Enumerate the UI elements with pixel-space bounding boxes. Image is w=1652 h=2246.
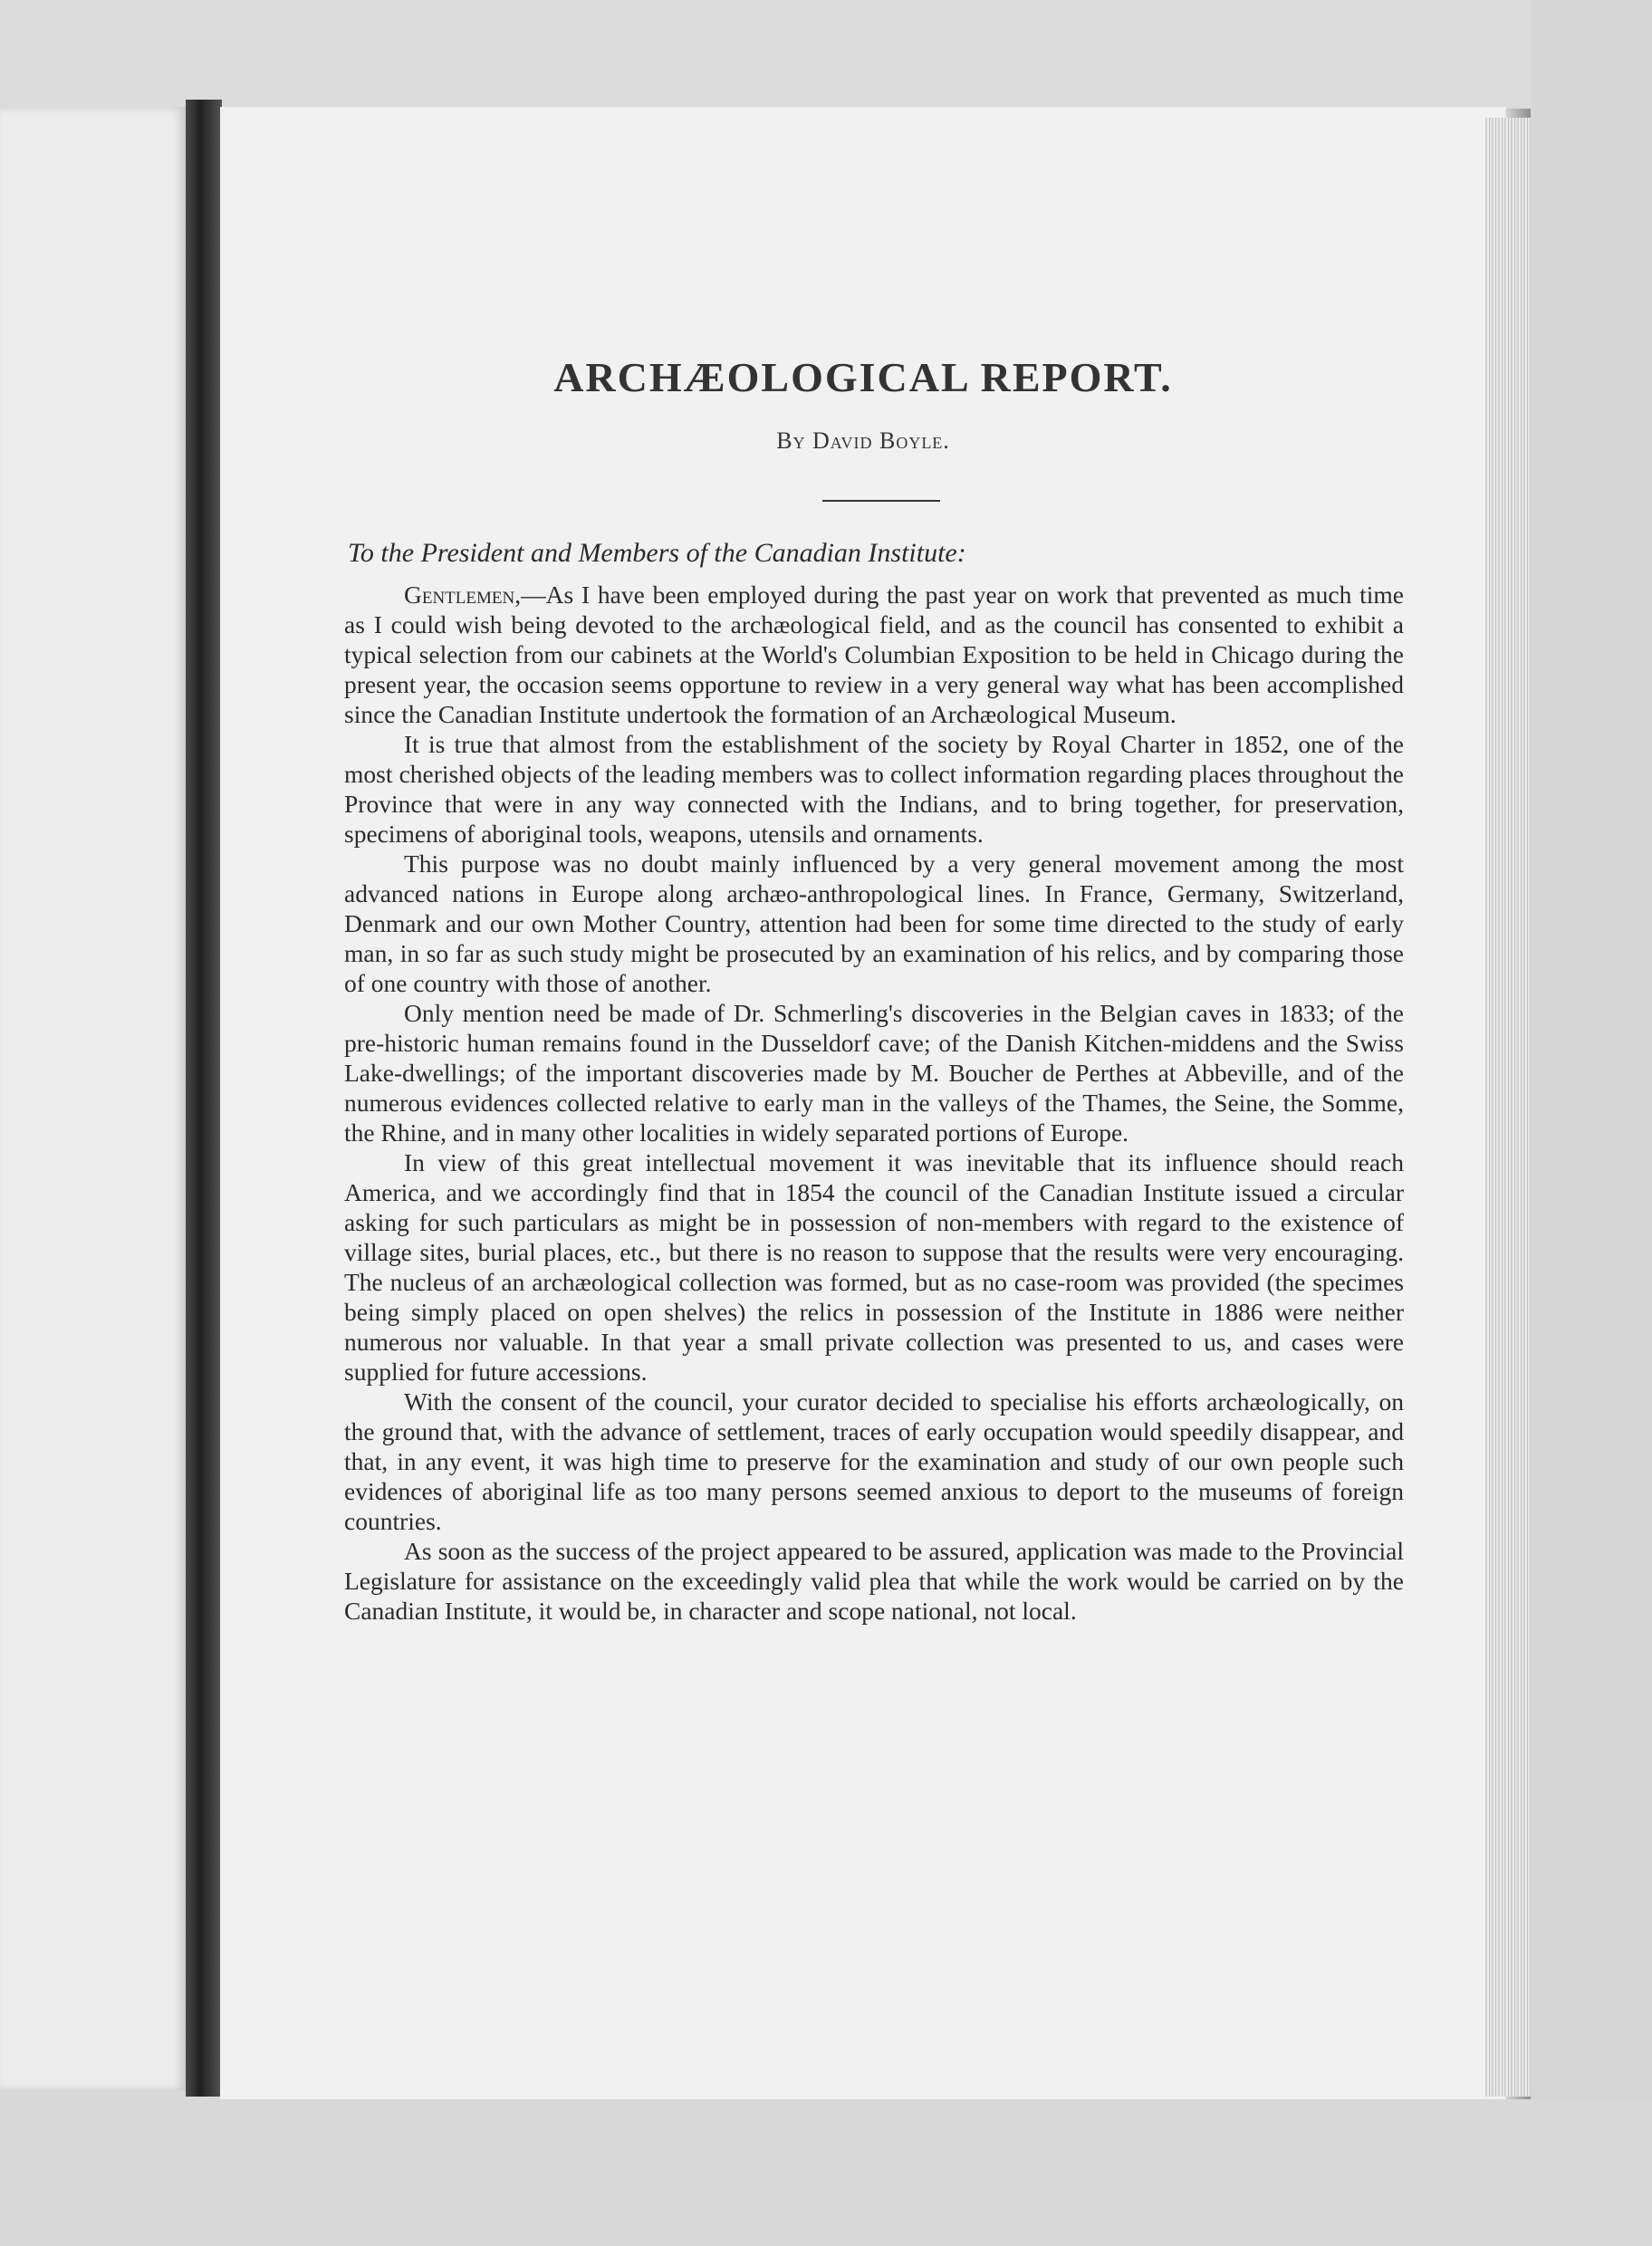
paragraph bbox=[344, 729, 1404, 849]
paragraph bbox=[344, 580, 1404, 729]
page-stack-edges bbox=[1485, 118, 1531, 2097]
paragraph-text: This purpose was no doubt mainly influenced by a very general movement among the most advanced nations in Europe along archæo-anthropological lines. In France, Germany, Switzerland, Denmark and our own Mother Country, attention had been for some time directed to the study of early man, in so far as such study might be prosecuted by an examination of his relics, and by comparing those of one country with those of another. bbox=[344, 849, 1404, 997]
paragraph bbox=[344, 1147, 1404, 1387]
left-page-edge bbox=[0, 107, 186, 2090]
paragraph-text: Only mention need be made of Dr. Schmerling's discoveries in the Belgian caves in 1833; of the pre-historic human remains found in the Dusseldorf cave; of the Danish Kitchen-middens and the Swiss Lake-dwellings; of the important discoveries made by M. Boucher de Perthes at Abbeville, and of the numerous evidences collected relative to early man in the valleys of the Thames, the Seine, the Somme, the Rhine, and in many other localities in widely separated portions of Europe. bbox=[344, 999, 1404, 1147]
report-title: ARCHÆOLOGICAL REPORT. bbox=[553, 354, 1173, 400]
paragraph-text: With the consent of the council, your curator decided to specialise his efforts archæologically, on the ground that, with the advance of settlement, traces of early occupation would speedily disappear, and that, in any event, it was high time to preserve for the examination and study of our own people such evidences of aboriginal life as too many persons seemed anxious to deport to the museums of foreign countries. bbox=[344, 1387, 1404, 1535]
scan-background-right bbox=[1531, 0, 1652, 2246]
paragraph-text: As soon as the success of the project appeared to be assured, application was made to the Provincial Legislature for assistance on the exceedingly valid plea that while the work would be carried on by the Canadian Institute, it would be, in character and scope national, not local. bbox=[344, 1537, 1404, 1625]
paragraph-text: —As I have been employed during the past year on work that prevented as much time as I could wish being devoted to the archæological field, and as the council has consented to exhibit a typical selection from our cabinets at the World's Columbian Exposition to be held in Chicago during the present year, the occasion seems opportune to review in a very general way what has been accomplished since the Canadian Institute undertook the formation of an Archæological Museum. bbox=[344, 581, 1404, 728]
paragraph-text: In view of this great intellectual movement it was inevitable that its influence should reach America, and we accordingly find that in 1854 the council of the Canadian Institute issued a circular asking for such particulars as might be in possession of non-members with regard to the existence of village sites, burial places, etc., but there is no reason to suppose that the results were very encouraging. The nucleus of an archæological collection was formed, but as no case-room was provided (the specimes being simply placed on open shelves) the relics in possession of the Institute in 1886 were neither numerous nor valuable. In that year a small private collection was presented to us, and cases were supplied for future accessions. bbox=[344, 1148, 1404, 1386]
paragraph-lead: Gentlemen, bbox=[404, 581, 522, 609]
report-byline: By David Boyle. bbox=[776, 427, 950, 454]
paragraph bbox=[344, 1536, 1404, 1626]
scan-background bbox=[0, 0, 1652, 107]
paragraph-text: It is true that almost from the establishment of the society by Royal Charter in 1852, one of the most cherished objects of the leading members was to collect information regarding places throughout the Province that were in any way connected with the Indians, and to bring together, for preservation, specimens of aboriginal tools, weapons, utensils and ornaments. bbox=[344, 730, 1404, 848]
paragraph bbox=[344, 998, 1404, 1147]
paragraph bbox=[344, 1387, 1404, 1536]
salutation: To the President and Members of the Canadian Institute: bbox=[348, 538, 966, 568]
scan-background-bottom bbox=[0, 2099, 1652, 2246]
report-body bbox=[344, 580, 1404, 1626]
book-gutter bbox=[186, 100, 222, 2097]
paragraph bbox=[344, 849, 1404, 998]
title-divider bbox=[822, 500, 940, 502]
